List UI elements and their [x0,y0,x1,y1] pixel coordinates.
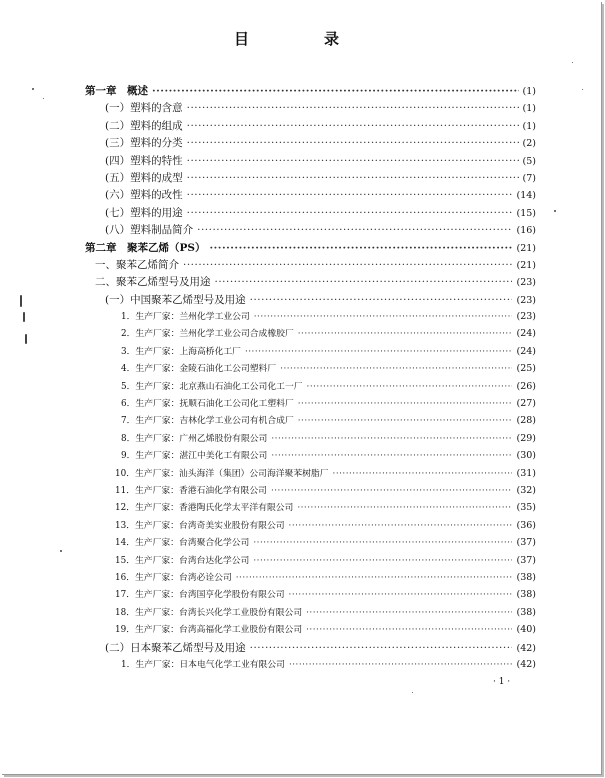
toc-entry-page: (21) [516,259,536,271]
toc-entry [85,466,536,483]
toc-leader-dots [187,207,513,219]
toc-entry-label: (七）塑料的用途 [105,206,183,219]
toc-entry-page: (23) [516,294,536,306]
toc-leader-dots [289,590,513,600]
scan-speck [23,312,25,322]
toc-entry-label: (八）塑料制品简介 [105,224,194,237]
toc-entry [85,135,536,152]
toc-entry-page: (1) [522,86,536,97]
toc-leader-dots [254,312,513,322]
toc-entry-label: 14．生产厂家：台湾聚合化学公司 [115,538,250,549]
toc-entry [85,379,536,396]
toc-entry-page: (31) [516,467,536,479]
toc-entry-label: (二）塑料的组成 [105,119,183,132]
toc-entry [85,153,536,170]
toc-entry [85,118,536,135]
toc-leader-dots [253,556,512,566]
toc-leader-dots [187,155,519,167]
toc-leader-dots [307,382,513,392]
toc-entry-label: 11．生产厂家：香港石油化学有限公司 [115,485,267,496]
toc-leader-dots [298,329,513,339]
toc-entry-label: 9．生产厂家：湛江中美化工有限公司 [121,451,268,462]
toc-entry-label: (三）塑料的分类 [105,137,183,150]
toc-entry-label: 5．生产厂家：北京燕山石油化工公司化工一厂 [121,381,303,392]
toc-entry-label: 12．生产厂家：香港陶氏化学太平洋有限公司 [115,503,294,514]
toc-leader-dots [253,538,512,548]
toc-entry [85,222,536,239]
toc-entry [85,587,536,604]
toc-leader-dots [215,276,513,288]
toc-entry [85,553,536,570]
toc-leader-dots [187,137,519,149]
toc-leader-dots [271,434,512,444]
toc-leader-dots [298,416,513,426]
toc-entry-page: (24) [516,345,536,357]
toc-entry [85,344,536,361]
toc-leader-dots [333,469,513,479]
toc-entry-label: (二）日本聚苯乙烯型号及用途 [105,641,246,654]
toc-entry-page: (38) [516,571,536,583]
toc-entry-label: 18．生产厂家：台湾长兴化学工业股份有限公司 [115,607,303,618]
toc-entry-page: (21) [516,242,536,254]
toc-entry-page: (32) [516,484,536,496]
toc-entry-label: (一）塑料的含意 [105,102,183,115]
toc-leader-dots [297,503,512,513]
toc-entry-page: (37) [516,554,536,566]
toc-leader-dots [271,451,512,461]
toc-entry-page: (36) [516,519,536,531]
toc-entry [85,240,536,257]
toc-leader-dots [306,625,512,635]
toc-entry [85,413,536,430]
toc-entry-page: (29) [516,432,536,444]
scan-speck [32,88,34,90]
toc-leader-dots [183,259,512,271]
toc-entry [85,657,536,674]
toc-leader-dots [197,224,512,236]
toc-entry-label: 二、聚苯乙烯型号及用途 [95,276,211,289]
toc-leader-dots [250,294,513,306]
toc-entry-page: (38) [516,606,536,618]
toc-leader-dots [250,642,513,654]
toc-entry-label: 一、聚苯乙烯简介 [95,258,179,271]
toc-entry-label: 17．生产厂家：台湾国亨化学股份有限公司 [115,590,285,601]
scan-speck [412,692,413,693]
toc-entry-page: (27) [516,398,536,410]
toc-entry-label: 13．生产厂家：台湾奇美实业股份有限公司 [115,520,285,531]
toc-entry-label: (六）塑料的改性 [105,189,183,202]
toc-entry [85,361,536,378]
toc-entry [85,170,536,187]
toc-entry-label: 6．生产厂家：抚顺石油化工公司化工塑料厂 [121,399,294,410]
scan-speck [572,62,573,63]
toc-leader-dots [152,85,519,97]
toc-entry-page: (5) [522,155,536,167]
toc-entry [85,640,536,657]
toc-entry [85,187,536,204]
toc-entry-label: (一）中国聚苯乙烯型号及用途 [105,293,246,306]
scan-speck [25,334,27,344]
toc-leader-dots [187,172,519,184]
toc-leader-dots [289,660,513,670]
toc-entry [85,83,536,100]
page-title: 目 录 [233,30,369,48]
toc-entry-label: 2．生产厂家：兰州化学工业公司合成橡胶厂 [121,329,294,340]
toc-entry-page: (28) [516,415,536,427]
toc-entry [85,274,536,291]
toc-leader-dots [236,573,513,583]
toc-entry [85,622,536,639]
toc-entry [85,483,536,500]
document-page [2,2,602,775]
toc-leader-dots [245,347,513,357]
toc-entry-label: 7．生产厂家：吉林化学工业公司有机合成厂 [121,416,294,427]
toc-entry-page: (1) [522,120,536,132]
toc-entry-label: 1．生产厂家：兰州化学工业公司 [121,312,250,323]
toc-leader-dots [187,189,513,201]
toc-entry-page: (14) [516,190,536,202]
toc-entry-page: (1) [522,103,536,115]
scan-speck [60,550,62,552]
toc-entry-page: (35) [516,502,536,514]
scan-speck [582,89,583,90]
toc-entry-page: (15) [516,207,536,219]
toc-entry [85,605,536,622]
toc-leader-dots [298,399,513,409]
toc-entry-label: 4．生产厂家：金陵石油化工公司塑料厂 [121,364,277,375]
toc-entry-page: (40) [516,624,536,636]
toc-entry [85,500,536,517]
toc-entry-label: 15．生产厂家：台湾台达化学公司 [115,555,250,566]
toc-leader-dots [209,242,512,254]
toc-entry-page: (23) [516,277,536,289]
page-number: · 1 · [493,677,511,687]
toc-entry-page: (37) [516,537,536,549]
toc-entry [85,518,536,535]
toc-entry [85,326,536,343]
toc-entry [85,309,536,326]
toc-entry-label: 第二章 聚苯乙烯（PS） [85,241,206,254]
toc-entry-page: (38) [516,589,536,601]
toc-entry [85,257,536,274]
scan-speck [43,98,44,99]
toc-entry-page: (2) [522,138,536,150]
toc-entry [85,292,536,309]
toc-entry [85,570,536,587]
scan-speck [554,210,556,212]
toc-leader-dots [187,120,519,132]
toc-entry-label: 第一章 概述 [85,85,148,97]
toc-entry-label: 3．生产厂家：上海高桥化工厂 [121,346,241,357]
toc-leader-dots [280,364,512,374]
toc-entry [85,535,536,552]
toc-entry-label: (四）塑料的特性 [105,154,183,167]
toc-entry [85,205,536,222]
toc-entry [85,100,536,117]
toc-entry-page: (42) [516,642,536,654]
toc-entry-label: 1．生产厂家：日本电气化学工业有限公司 [121,659,285,670]
toc-entry-page: (42) [516,658,536,670]
toc-entry-page: (24) [516,328,536,340]
toc-entry-label: 10．生产厂家：汕头海洋（集团）公司海洋聚苯树脂厂 [115,468,329,479]
toc-entry [85,448,536,465]
toc-entry-page: (23) [516,311,536,323]
toc-entry-page: (30) [516,450,536,462]
toc-entry-label: 16．生产厂家：台湾必诠公司 [115,572,232,583]
toc-entry-page: (25) [516,363,536,375]
toc-entry-label: 19．生产厂家：台湾高福化学工业股份有限公司 [115,625,303,636]
scan-speck [20,295,22,307]
toc-leader-dots [306,608,512,618]
toc-entry-page: (7) [522,172,536,184]
toc-entry-label: 8．生产厂家：广州乙烯股份有限公司 [121,433,268,444]
toc-entry-label: (五）塑料的成型 [105,171,183,184]
table-of-contents [85,83,536,674]
toc-leader-dots [271,486,513,496]
toc-entry-page: (16) [516,225,536,237]
toc-entry-page: (26) [516,380,536,392]
toc-entry [85,396,536,413]
toc-leader-dots [187,102,519,114]
toc-leader-dots [289,521,513,531]
toc-entry [85,431,536,448]
